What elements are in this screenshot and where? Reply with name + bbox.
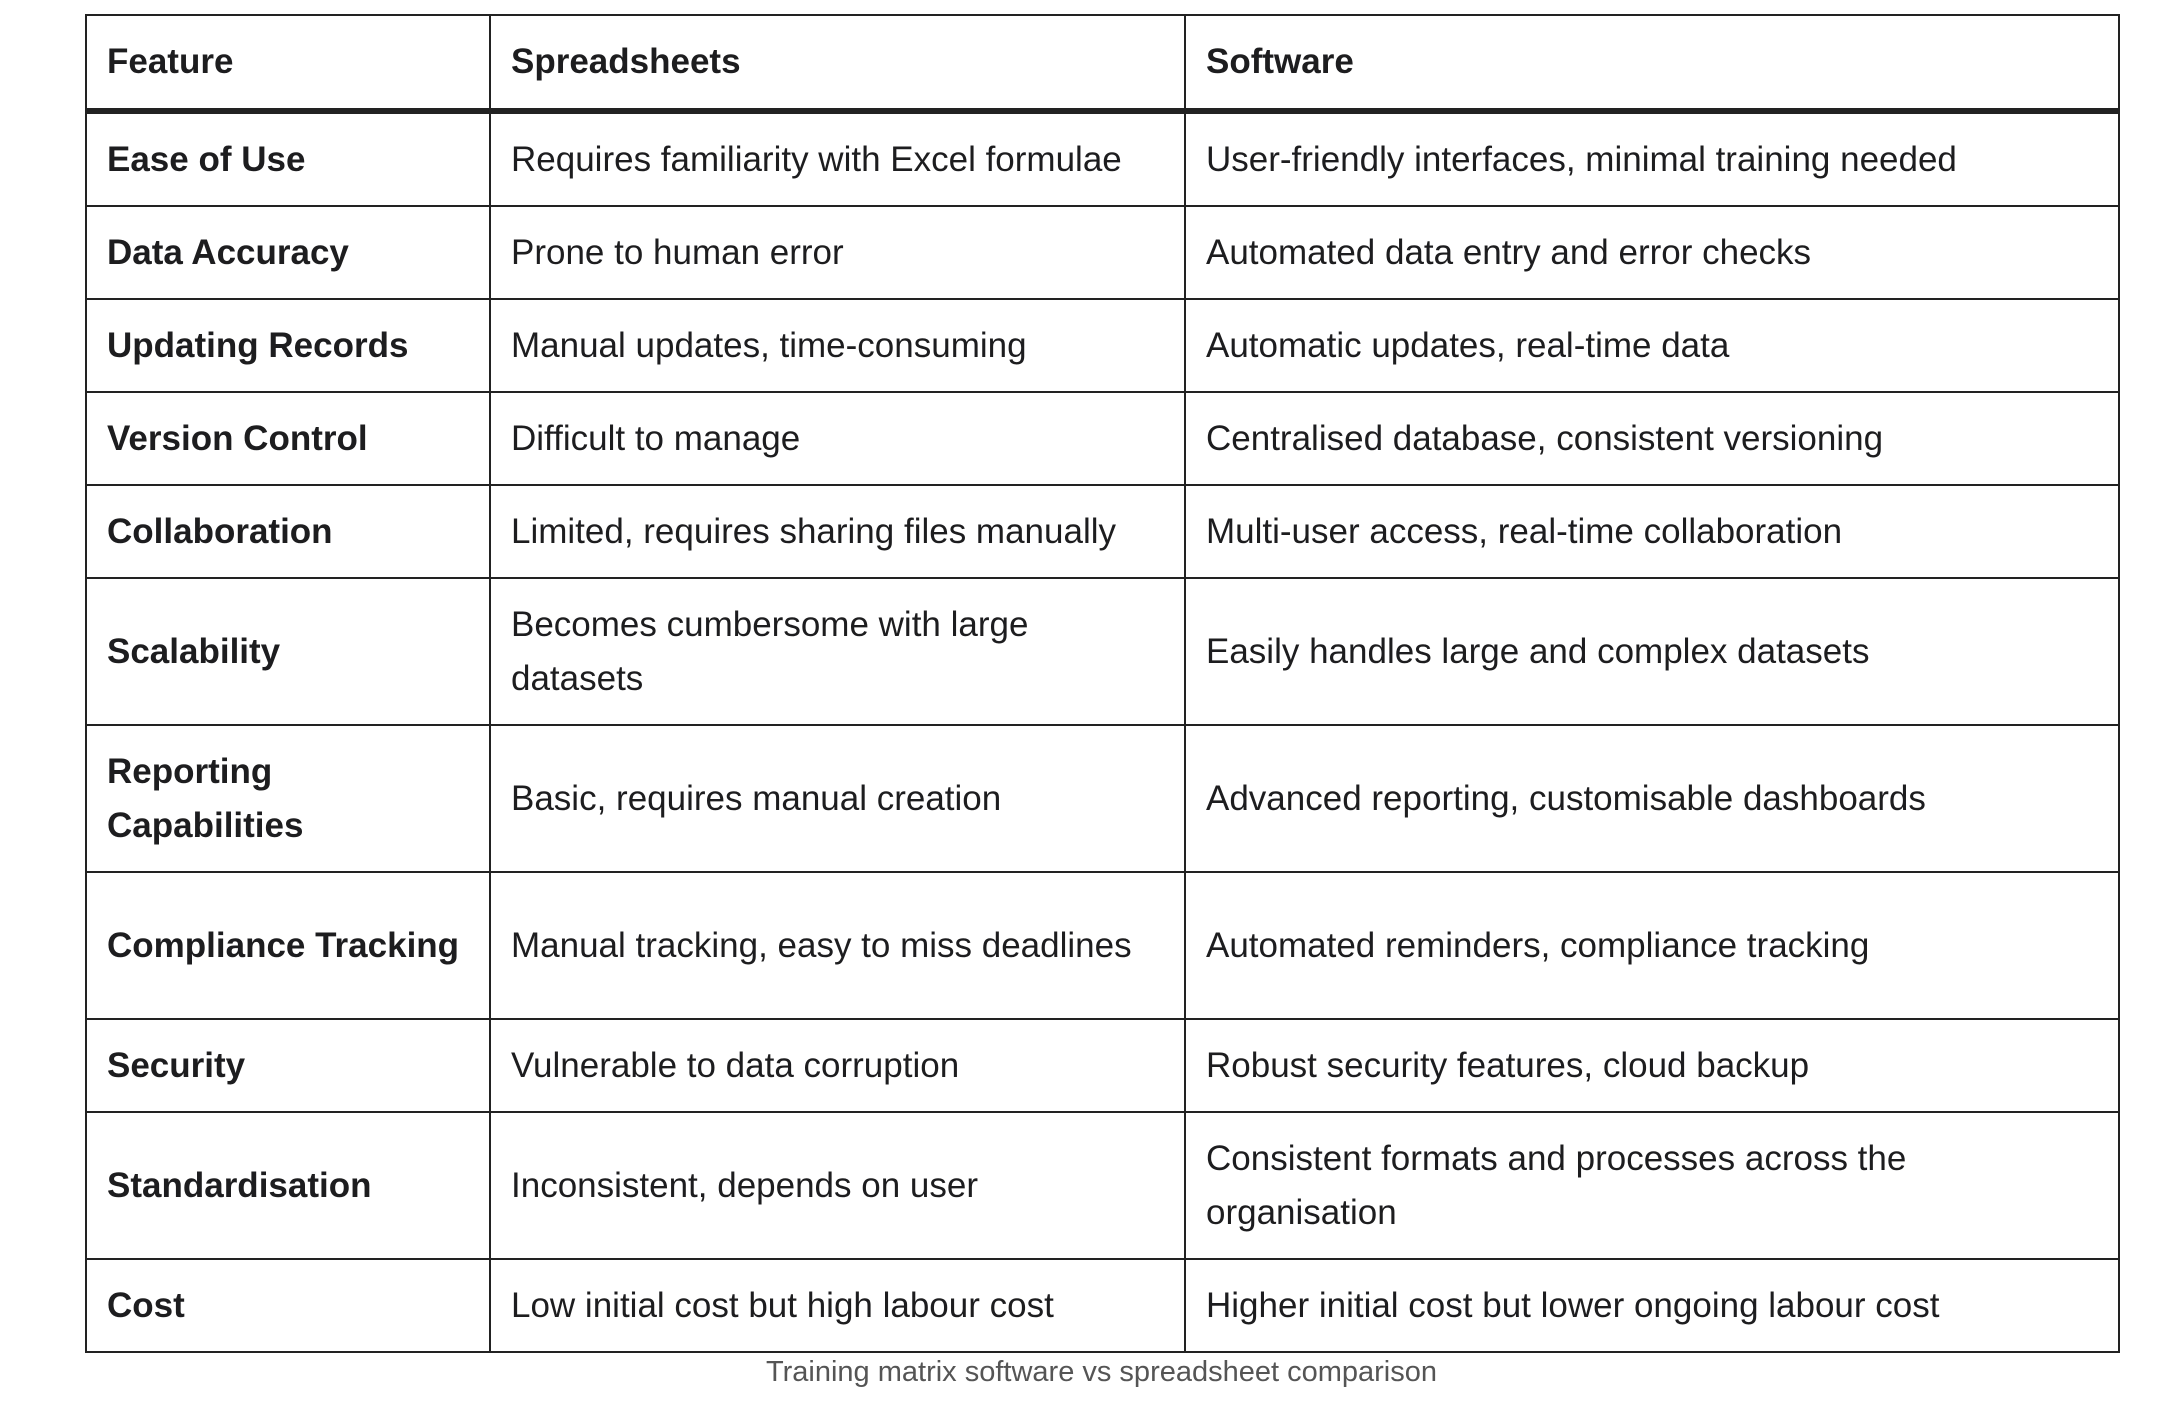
spreadsheets-cell: Manual tracking, easy to miss deadlines (490, 872, 1185, 1019)
software-cell: Automated data entry and error checks (1185, 206, 2119, 299)
software-cell: Advanced reporting, customisable dashboards (1185, 725, 2119, 872)
feature-cell: Cost (86, 1259, 490, 1352)
header-spreadsheets: Spreadsheets (490, 15, 1185, 111)
feature-cell: Ease of Use (86, 111, 490, 206)
software-cell: Centralised database, consistent versioning (1185, 392, 2119, 485)
table-row (86, 485, 2119, 578)
spreadsheets-cell: Manual updates, time-consuming (490, 299, 1185, 392)
feature-cell: Updating Records (86, 299, 490, 392)
feature-cell: Version Control (86, 392, 490, 485)
feature-cell: Collaboration (86, 485, 490, 578)
spreadsheets-cell: Limited, requires sharing files manually (490, 485, 1185, 578)
table-row (86, 299, 2119, 392)
software-cell: Automatic updates, real-time data (1185, 299, 2119, 392)
software-cell: Easily handles large and complex datasets (1185, 578, 2119, 725)
software-cell: Multi-user access, real-time collaboration (1185, 485, 2119, 578)
spreadsheets-cell: Basic, requires manual creation (490, 725, 1185, 872)
software-cell: Higher initial cost but lower ongoing labour cost (1185, 1259, 2119, 1352)
software-cell: Automated reminders, compliance tracking (1185, 872, 2119, 1019)
feature-cell: Security (86, 1019, 490, 1112)
spreadsheets-cell: Inconsistent, depends on user (490, 1112, 1185, 1259)
spreadsheets-cell: Vulnerable to data corruption (490, 1019, 1185, 1112)
header-row (86, 15, 2119, 111)
table-row (86, 1259, 2119, 1352)
feature-cell: Scalability (86, 578, 490, 725)
table-caption: Training matrix software vs spreadsheet comparison (765, 1356, 1438, 1388)
feature-cell: Reporting Capabilities (86, 725, 490, 872)
table-row (86, 872, 2119, 1019)
feature-cell: Data Accuracy (86, 206, 490, 299)
table-row (86, 392, 2119, 485)
spreadsheets-cell: Low initial cost but high labour cost (490, 1259, 1185, 1352)
spreadsheets-cell: Difficult to manage (490, 392, 1185, 485)
software-cell: Consistent formats and processes across the organisation (1185, 1112, 2119, 1259)
header-software: Software (1185, 15, 2119, 111)
spreadsheets-cell: Requires familiarity with Excel formulae (490, 111, 1185, 206)
software-cell: User-friendly interfaces, minimal training needed (1185, 111, 2119, 206)
feature-cell: Compliance Tracking (86, 872, 490, 1019)
table-row (86, 725, 2119, 872)
header-feature: Feature (86, 15, 490, 111)
table-row (86, 578, 2119, 725)
comparison-table (85, 14, 2120, 1353)
table-row (86, 1019, 2119, 1112)
feature-cell: Standardisation (86, 1112, 490, 1259)
table-row (86, 206, 2119, 299)
software-cell: Robust security features, cloud backup (1185, 1019, 2119, 1112)
table-row (86, 1112, 2119, 1259)
table-row (86, 111, 2119, 206)
spreadsheets-cell: Prone to human error (490, 206, 1185, 299)
spreadsheets-cell: Becomes cumbersome with large datasets (490, 578, 1185, 725)
